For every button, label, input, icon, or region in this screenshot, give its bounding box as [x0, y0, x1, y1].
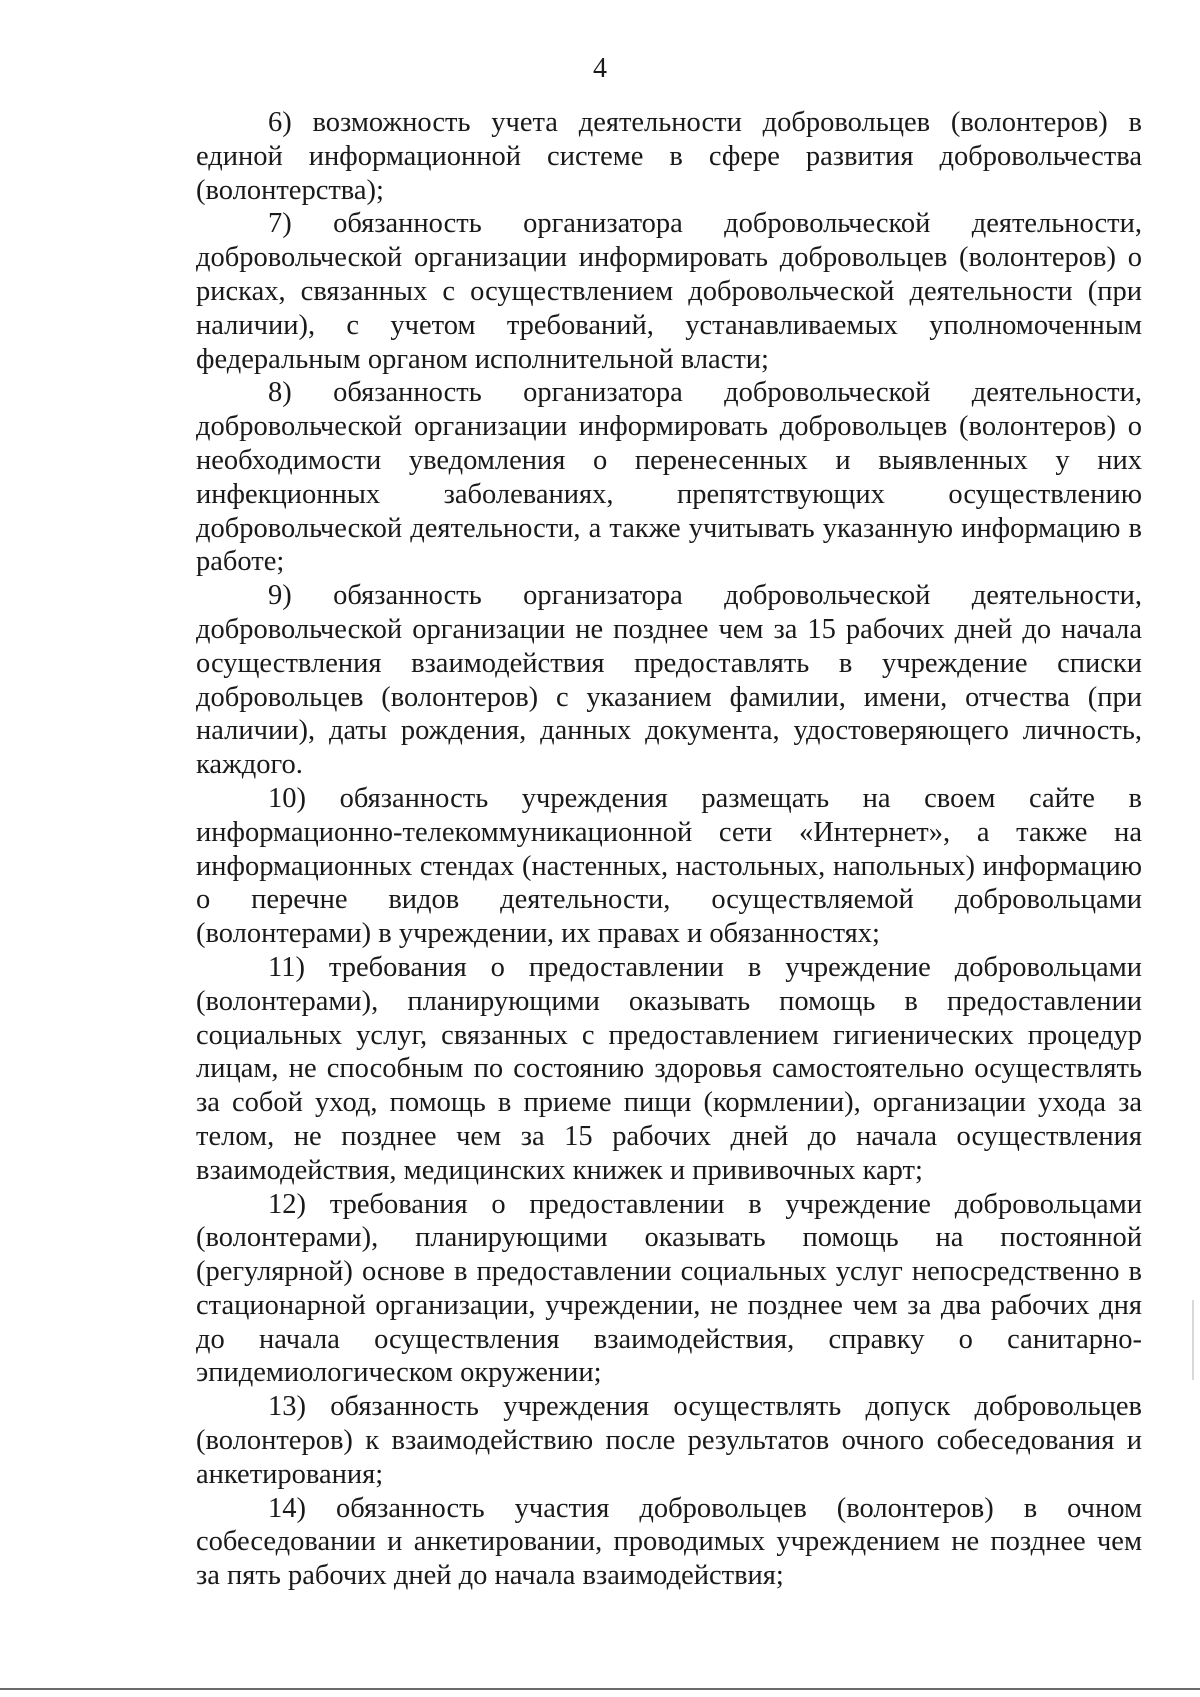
clause-8: 8) обязанность организатора добровольческой деятельности, добровольческой организации информировать добровольцев (волонтеров) о необходимости уведомления о перенесенных и выявленных у них инфекционных заболеваниях, препятствующих осуществлению добровольческой деятельности, а также учитывать указанную информацию в работе;	[196, 377, 1142, 578]
clause-7: 7) обязанность организатора добровольческой деятельности, добровольческой организации информировать добровольцев (волонтеров) о рисках, связанных с осуществлением добровольческой деятельности (при наличии), с учетом требований, устанавливаемых уполномоченным федеральным органом исполнительной власти;	[196, 208, 1142, 375]
clause-14: 14) обязанность участия добровольцев (волонтеров) в очном собеседовании и анкетировании, проводимых учреждением не позднее чем за пять рабочих дней до начала взаимодействия;	[196, 1492, 1142, 1592]
document-body	[196, 106, 1142, 1593]
clause-6: 6) возможность учета деятельности добровольцев (волонтеров) в единой информационной системе в сфере развития добровольчества (волонтерства);	[196, 107, 1142, 206]
scan-artifact	[1192, 1300, 1194, 1380]
clause-11: 11) требования о предоставлении в учреждение добровольцами (волонтерами), планирующими оказывать помощь в предоставлении социальных услуг, связанных с предоставлением гигиенических процедур лицам, не способным по состоянию здоровья самостоятельно осуществлять за собой уход, помощь в приеме пищи (кормлении), организации ухода за телом, не позднее чем за 15 рабочих дней до начала осуществления взаимодействия, медицинских книжек и прививочных карт;	[196, 951, 1142, 1186]
clause-13: 13) обязанность учреждения осуществлять допуск добровольцев (волонтеров) к взаимодействию после результатов очного собеседования и анкетирования;	[196, 1391, 1142, 1490]
page-number: 4	[593, 53, 607, 84]
clause-9: 9) обязанность организатора добровольческой деятельности, добровольческой организации не позднее чем за 15 рабочих дней до начала осуществления взаимодействия предоставлять в учреждение списки добровольцев (волонтеров) с указанием фамилии, имени, отчества (при наличии), даты рождения, данных документа, удостоверяющего личность, каждого.	[196, 580, 1142, 781]
clause-12: 12) требования о предоставлении в учреждение добровольцами (волонтерами), планирующими оказывать помощь на постоянной (регулярной) основе в предоставлении социальных услуг непосредственно в стационарной организации, учреждении, не позднее чем за два рабочих дня до начала осуществления взаимодействия, справку о санитарно-эпидемиологическом окружении;	[196, 1188, 1142, 1389]
clause-10: 10) обязанность учреждения размещать на своем сайте в информационно-телекоммуникационной сети «Интернет», а также на информационных стендах (настенных, настольных, напольных) информацию о перечне видов деятельности, осуществляемой добровольцами (волонтерами) в учреждении, их правах и обязанностях;	[196, 782, 1142, 950]
scan-bottom-edge	[0, 1688, 1200, 1690]
